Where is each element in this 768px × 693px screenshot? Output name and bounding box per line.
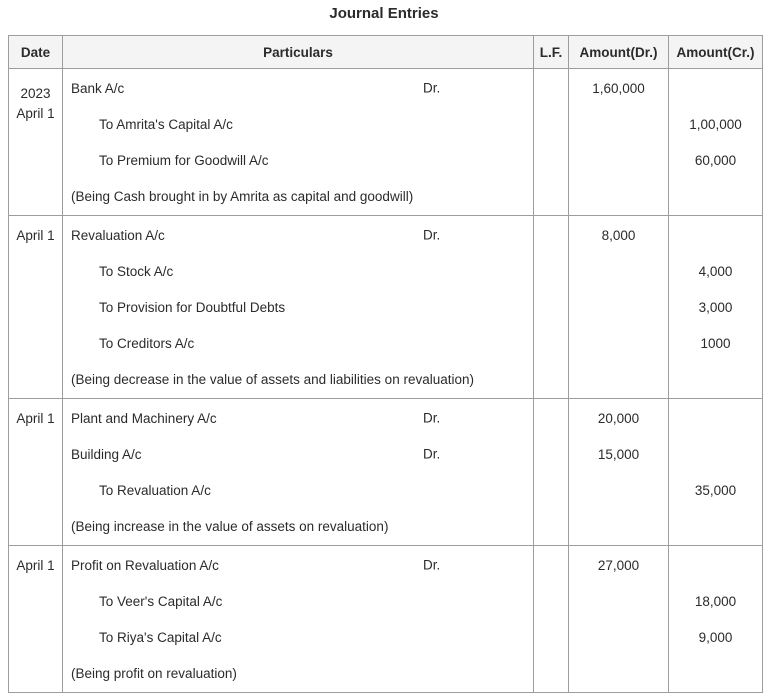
amount-dr-value: 15,000 <box>597 446 640 462</box>
narration-line <box>71 508 525 544</box>
amount-cr-cell <box>669 216 763 399</box>
account-name: To Stock A/c <box>99 263 174 279</box>
debit-entry-line <box>71 70 525 106</box>
narration-text: (Being Cash brought in by Amrita as capital and goodwill) <box>71 188 414 204</box>
header-lf: L.F. <box>534 36 569 69</box>
account-name: Bank A/c <box>71 80 125 96</box>
date-cell <box>9 546 63 693</box>
dr-label: Dr. <box>423 227 441 243</box>
credit-entry-line <box>71 583 525 619</box>
amount-dr-value: 27,000 <box>597 557 640 573</box>
date-day: April 1 <box>16 106 55 121</box>
date-year: 2023 <box>20 86 51 101</box>
account-name: Profit on Revaluation A/c <box>71 557 219 573</box>
credit-entry-line <box>71 289 525 325</box>
header-amount-dr: Amount(Dr.) <box>569 36 669 69</box>
particulars-cell <box>63 546 534 693</box>
account-name: To Premium for Goodwill A/c <box>99 152 269 168</box>
page-title: Journal Entries <box>329 5 439 22</box>
credit-entry-line <box>71 106 525 142</box>
amount-cr-value: 60,000 <box>694 152 737 168</box>
account-name: To Creditors A/c <box>99 335 195 351</box>
narration-line <box>71 178 525 214</box>
debit-entry-line <box>71 217 525 253</box>
account-name: Revaluation A/c <box>71 227 165 243</box>
entry-row-2 <box>9 216 763 399</box>
amount-cr-value: 9,000 <box>698 629 733 645</box>
amount-cr-cell <box>669 546 763 693</box>
amount-dr-value: 1,60,000 <box>592 80 645 96</box>
lf-cell <box>534 546 569 693</box>
credit-entry-line <box>71 325 525 361</box>
narration-line <box>71 361 525 397</box>
amount-cr-value: 35,000 <box>694 482 737 498</box>
date-cell <box>9 216 63 399</box>
lf-cell <box>534 399 569 546</box>
entry-row-1 <box>9 69 763 216</box>
narration-text: (Being increase in the value of assets on revaluation) <box>71 518 389 534</box>
credit-entry-line <box>71 142 525 178</box>
date-day: April 1 <box>16 227 55 243</box>
date-day: April 1 <box>16 557 55 573</box>
lf-cell <box>534 216 569 399</box>
account-name: To Riya's Capital A/c <box>99 629 222 645</box>
narration-text: (Being decrease in the value of assets and liabilities on revaluation) <box>71 371 474 387</box>
entry-row-4 <box>9 546 763 693</box>
amount-dr-cell <box>569 69 669 216</box>
narration-line <box>71 655 525 691</box>
amount-cr-value: 4,000 <box>698 263 733 279</box>
dr-label: Dr. <box>423 446 441 462</box>
account-name: Plant and Machinery A/c <box>71 410 217 426</box>
lf-cell <box>534 69 569 216</box>
credit-entry-line <box>71 253 525 289</box>
particulars-cell <box>63 69 534 216</box>
amount-cr-value: 3,000 <box>698 299 733 315</box>
credit-entry-line <box>71 472 525 508</box>
particulars-cell <box>63 399 534 546</box>
amount-cr-cell <box>669 399 763 546</box>
amount-cr-value: 18,000 <box>694 593 737 609</box>
amount-dr-value: 8,000 <box>601 227 636 243</box>
amount-dr-cell <box>569 399 669 546</box>
amount-dr-value: 20,000 <box>597 410 640 426</box>
date-cell <box>9 69 63 216</box>
account-name: To Revaluation A/c <box>99 482 211 498</box>
account-name: To Provision for Doubtful Debts <box>99 299 286 315</box>
amount-cr-cell <box>669 69 763 216</box>
header-date: Date <box>9 36 63 69</box>
dr-label: Dr. <box>423 80 441 96</box>
amount-cr-value: 1000 <box>700 335 731 351</box>
header-amount-cr: Amount(Cr.) <box>669 36 763 69</box>
account-name: To Veer's Capital A/c <box>99 593 223 609</box>
debit-entry-line <box>71 547 525 583</box>
credit-entry-line <box>71 619 525 655</box>
entry-row-3 <box>9 399 763 546</box>
header-particulars: Particulars <box>63 36 534 69</box>
date-cell <box>9 399 63 546</box>
particulars-cell <box>63 216 534 399</box>
amount-dr-cell <box>569 546 669 693</box>
narration-text: (Being profit on revaluation) <box>71 665 237 681</box>
debit-entry-line <box>71 400 525 436</box>
amount-dr-cell <box>569 216 669 399</box>
debit-entry-line <box>71 436 525 472</box>
account-name: To Amrita's Capital A/c <box>99 116 233 132</box>
date-day: April 1 <box>16 410 55 426</box>
amount-cr-value: 1,00,000 <box>689 116 742 132</box>
journal-entries-table <box>8 35 763 693</box>
dr-label: Dr. <box>423 557 441 573</box>
account-name: Building A/c <box>71 446 142 462</box>
dr-label: Dr. <box>423 410 441 426</box>
header-row <box>9 36 763 69</box>
